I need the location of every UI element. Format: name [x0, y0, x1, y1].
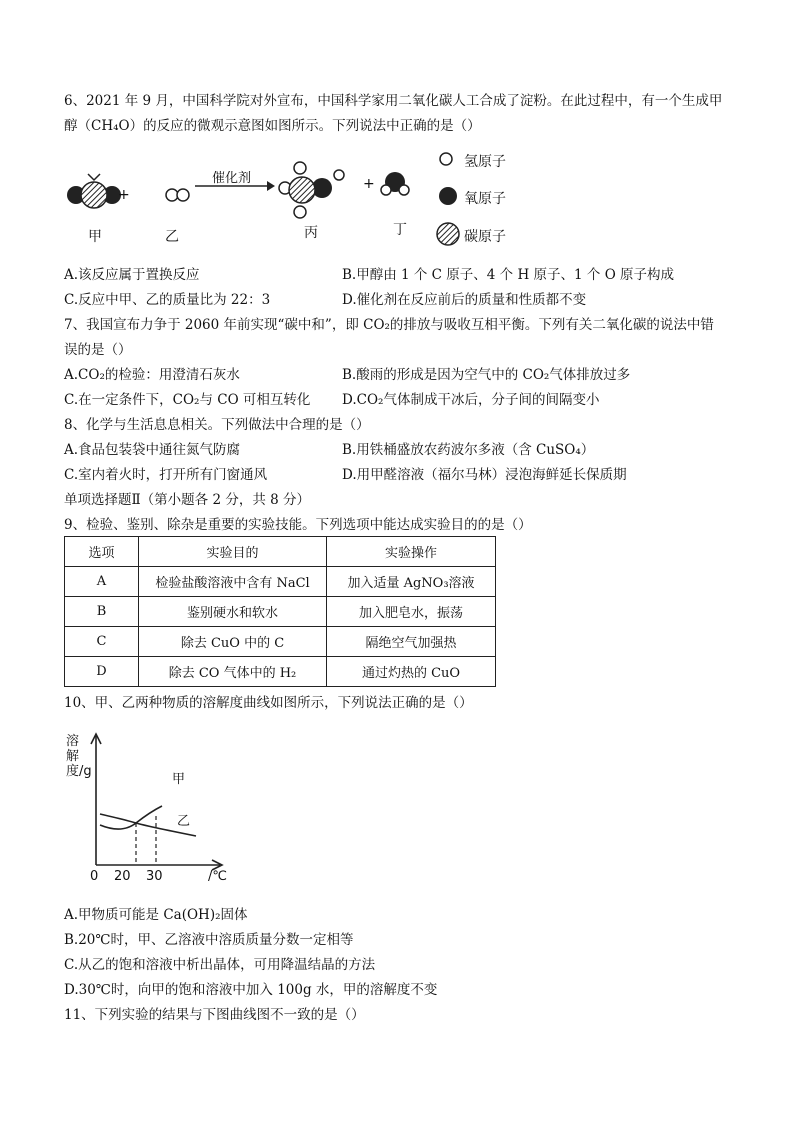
q10-option-b[interactable]: B.20℃时，甲、乙溶液中溶质质量分数一定相等 [64, 932, 354, 948]
label-ding: 丁 [393, 222, 407, 238]
table-cell: 鉴别硬水和软水 [139, 597, 327, 627]
q9-stem: 9、检验、鉴别、除杂是重要的实验技能。下列选项中能达成实验目的的是（） [64, 517, 532, 533]
q7-stem-line1: 7、我国宣布力争于 2060 年前实现“碳中和”，即 CO₂的排放与吸收互相平衡。下列有关二氧化碳的说法中错 [64, 317, 714, 333]
co2-molecule-icon [67, 174, 121, 208]
q10-stem: 10、甲、乙两种物质的溶解度曲线如图所示，下列说法正确的是（） [64, 695, 473, 711]
table-cell: C [65, 627, 139, 657]
table-cell: B [65, 597, 139, 627]
q6-option-d[interactable]: D.催化剂在反应前后的质量和性质都不变 [342, 292, 587, 308]
table-row [65, 567, 496, 597]
series-label-jia: 甲 [172, 772, 186, 787]
table-row [65, 657, 496, 687]
solubility-chart-svg [60, 728, 240, 888]
solubility-chart [60, 728, 240, 888]
q6-stem-line2: 醇（CH₄O）的反应的微观示意图如图所示。下列说法中正确的是（） [64, 118, 481, 134]
table-cell: A [65, 567, 139, 597]
x-axis-label: /℃ [208, 869, 227, 884]
table-cell: 加入适量 AgNO₃溶液 [327, 567, 496, 597]
label-jia: 甲 [88, 229, 102, 245]
label-bing: 丙 [304, 225, 318, 241]
oxygen-legend-icon [439, 187, 457, 205]
q9-table [64, 536, 496, 687]
q7-option-b[interactable]: B.酸雨的形成是因为空气中的 CO₂气体排放过多 [342, 367, 631, 383]
table-header-cell: 实验操作 [327, 537, 496, 567]
reaction-diagram [60, 142, 530, 252]
h2-molecule-icon [166, 189, 189, 201]
label-yi: 乙 [165, 229, 179, 245]
series-label-yi: 乙 [177, 814, 191, 829]
methanol-molecule-icon [279, 162, 344, 218]
series-curve-jia [100, 806, 162, 829]
q7-option-c[interactable]: C.在一定条件下，CO₂与 CO 可相互转化 [64, 392, 311, 408]
q6-option-a[interactable]: A.该反应属于置换反应 [64, 267, 200, 283]
table-cell: 通过灼热的 CuO [327, 657, 496, 687]
q10-option-d[interactable]: D.30℃时，向甲的饱和溶液中加入 100g 水，甲的溶解度不变 [64, 982, 438, 998]
q7-stem-line2: 误的是（） [64, 342, 132, 358]
catalyst-label: 催化剂 [212, 171, 252, 186]
q8-option-b[interactable]: B.用铁桶盛放农药波尔多液（含 CuSO₄） [342, 442, 595, 458]
section-heading: 单项选择题Ⅱ（第小题各 2 分，共 8 分） [64, 492, 311, 508]
table-cell: 检验盐酸溶液中含有 NaCl [139, 567, 327, 597]
q8-option-c[interactable]: C.室内着火时，打开所有门窗通风 [64, 467, 268, 483]
table-cell: 除去 CO 气体中的 H₂ [139, 657, 327, 687]
q6-stem-line1: 6、2021 年 9 月，中国科学院对外宣布，中国科学家用二氧化碳人工合成了淀粉。在此过程中，有一个生成甲 [64, 93, 723, 109]
table-cell: 加入肥皂水，振荡 [327, 597, 496, 627]
plus-sign-1: + [118, 187, 130, 203]
legend-oxygen: 氧原子 [464, 191, 506, 207]
x-tick-30: 30 [146, 869, 163, 884]
q7-option-d[interactable]: D.CO₂气体制成干冰后，分子间的间隔变小 [342, 392, 600, 408]
table-row [65, 627, 496, 657]
table-header-row [65, 537, 496, 567]
q6-option-b[interactable]: B.甲醇由 1 个 C 原子、4 个 H 原子、1 个 O 原子构成 [342, 267, 675, 283]
x-tick-20: 20 [114, 869, 131, 884]
legend-carbon: 碳原子 [464, 229, 506, 245]
table-cell: 除去 CuO 中的 C [139, 627, 327, 657]
x-tick-0: 0 [90, 869, 99, 884]
q8-stem: 8、化学与生活息息相关。下列做法中合理的是（） [64, 417, 370, 433]
q8-option-a[interactable]: A.食品包装袋中通往氮气防腐 [64, 442, 241, 458]
q11-stem: 11、下列实验的结果与下图曲线图不一致的是（） [64, 1007, 365, 1023]
y-axis-label: 溶解度/g [66, 734, 92, 779]
q6-option-c[interactable]: C.反应中甲、乙的质量比为 22：3 [64, 292, 271, 308]
table-row [65, 597, 496, 627]
water-molecule-icon [381, 172, 409, 195]
legend-hydrogen: 氢原子 [464, 154, 506, 170]
q10-option-c[interactable]: C.从乙的饱和溶液中析出晶体，可用降温结晶的方法 [64, 957, 376, 973]
hydrogen-legend-icon [440, 153, 452, 165]
table-header-cell: 选项 [65, 537, 139, 567]
carbon-legend-icon [437, 223, 459, 245]
q8-option-d[interactable]: D.用甲醛溶液（福尔马林）浸泡海鲜延长保质期 [342, 467, 627, 483]
q10-option-a[interactable]: A.甲物质可能是 Ca(OH)₂固体 [64, 907, 248, 923]
table-cell: D [65, 657, 139, 687]
table-cell: 隔绝空气加强热 [327, 627, 496, 657]
plus-sign-2: + [363, 176, 375, 192]
q7-option-a[interactable]: A.CO₂的检验：用澄清石灰水 [64, 367, 240, 383]
table-header-cell: 实验目的 [139, 537, 327, 567]
